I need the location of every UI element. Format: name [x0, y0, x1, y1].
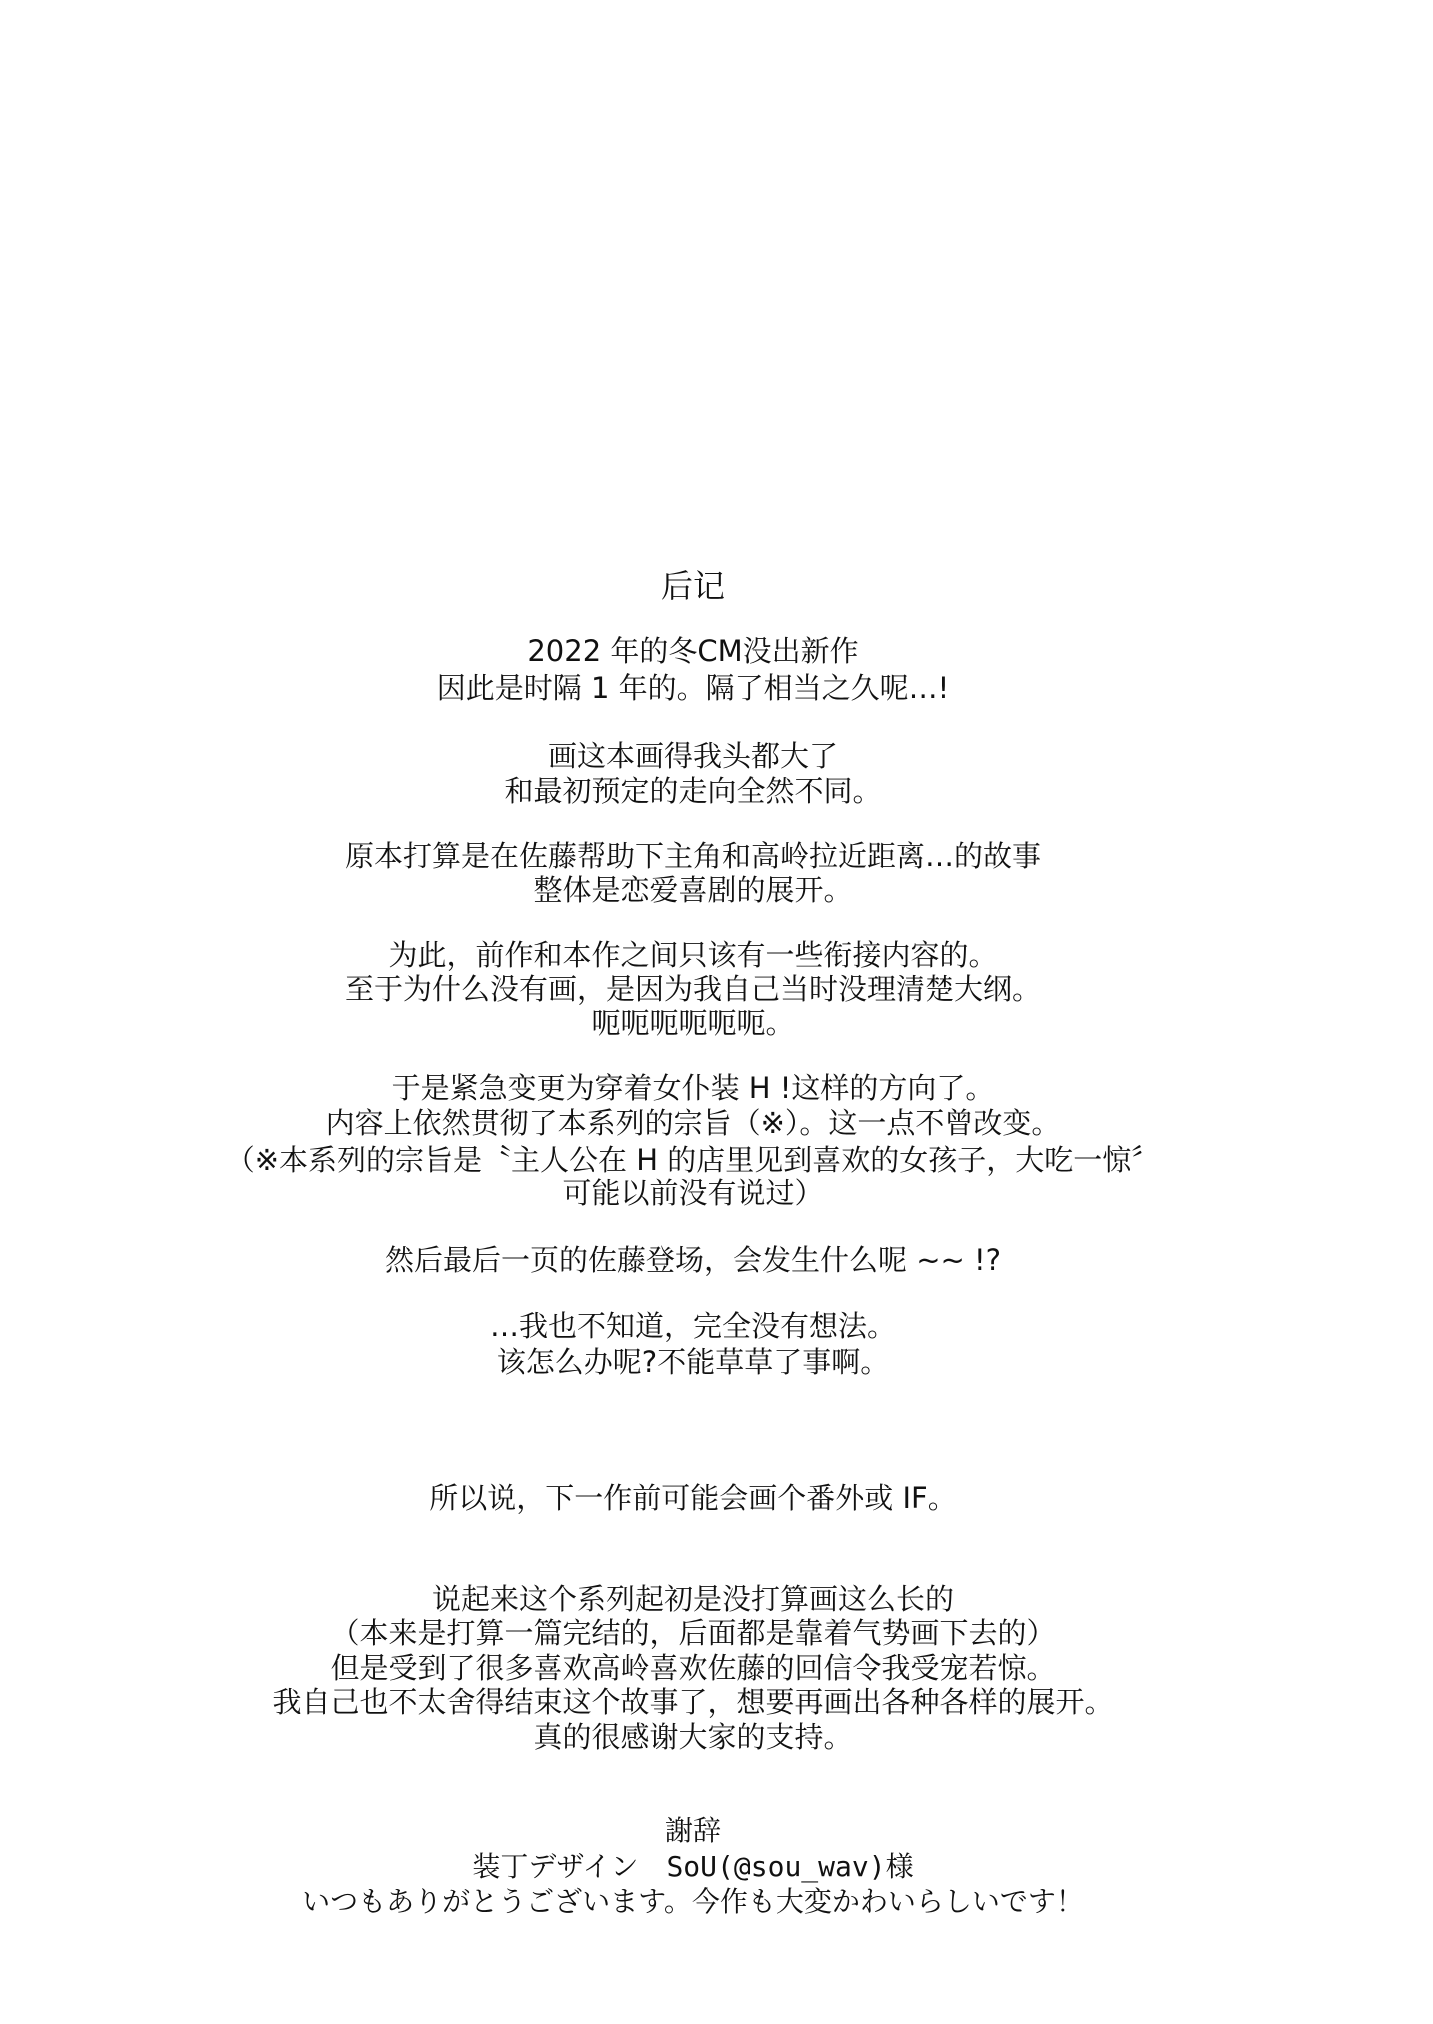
footnote-line: 可能以前没有说过） [562, 1176, 824, 1210]
paragraph-line: （本来是打算一篇完结的，后面都是靠着气势画下去的） [330, 1616, 1056, 1650]
paragraph-line: 于是紧急变更为穿着女仆装 H !这样的方向了。 [391, 1071, 995, 1105]
paragraph-line: 2022 年的冬CM没出新作 [527, 634, 859, 668]
page-title: 后记 [660, 567, 725, 605]
paragraph-line: 所以说，下一作前可能会画个番外或 IF。 [429, 1481, 957, 1515]
paragraph-line: 和最初预定的走向全然不同。 [504, 774, 882, 808]
paragraph-line: 为此，前作和本作之间只该有一些衔接内容的。 [388, 938, 998, 972]
footnote-line: （※本系列的宗旨是〝主人公在 H 的店里见到喜欢的女孩子，大吃一惊〞 [225, 1143, 1161, 1177]
paragraph-line: 画这本画得我头都大了 [547, 739, 838, 773]
paragraph-line: 整体是恋爱喜剧的展开。 [533, 873, 853, 907]
paragraph-line: 原本打算是在佐藤帮助下主角和高岭拉近距离…的故事 [344, 839, 1041, 873]
paragraph-line: 呃呃呃呃呃呃。 [591, 1006, 795, 1040]
paragraph-line: 但是受到了很多喜欢高岭喜欢佐藤的回信令我受宠若惊。 [330, 1651, 1056, 1685]
paragraph-line: 至于为什么没有画，是因为我自己当时没理清楚大纲。 [344, 972, 1041, 1006]
thanks-message: いつもありがとうございます。今作も大変かわいらしいです！ [302, 1885, 1084, 1918]
paragraph-line: 该怎么办呢?不能草草了事啊。 [496, 1345, 890, 1379]
paragraph-line: 我自己也不太舍得结束这个故事了，想要再画出各种各样的展开。 [272, 1685, 1114, 1719]
acknowledgements-heading: 謝辞 [664, 1814, 721, 1847]
paragraph-line: 因此是时隔 1 年的。隔了相当之久呢…! [436, 671, 950, 705]
paragraph-line: 然后最后一页的佐藤登场，会发生什么呢 ~~ !? [384, 1243, 1002, 1277]
paragraph-line: …我也不知道，完全没有想法。 [489, 1309, 896, 1343]
paragraph-line: 真的很感谢大家的支持。 [533, 1720, 853, 1754]
paragraph-line: 说起来这个系列起初是没打算画这么长的 [431, 1582, 954, 1616]
design-credit: 装丁デザイン SoU(@sou_wav)様 [472, 1850, 914, 1883]
paragraph-line: 内容上依然贯彻了本系列的宗旨（※）。这一点不曾改变。 [325, 1106, 1061, 1140]
